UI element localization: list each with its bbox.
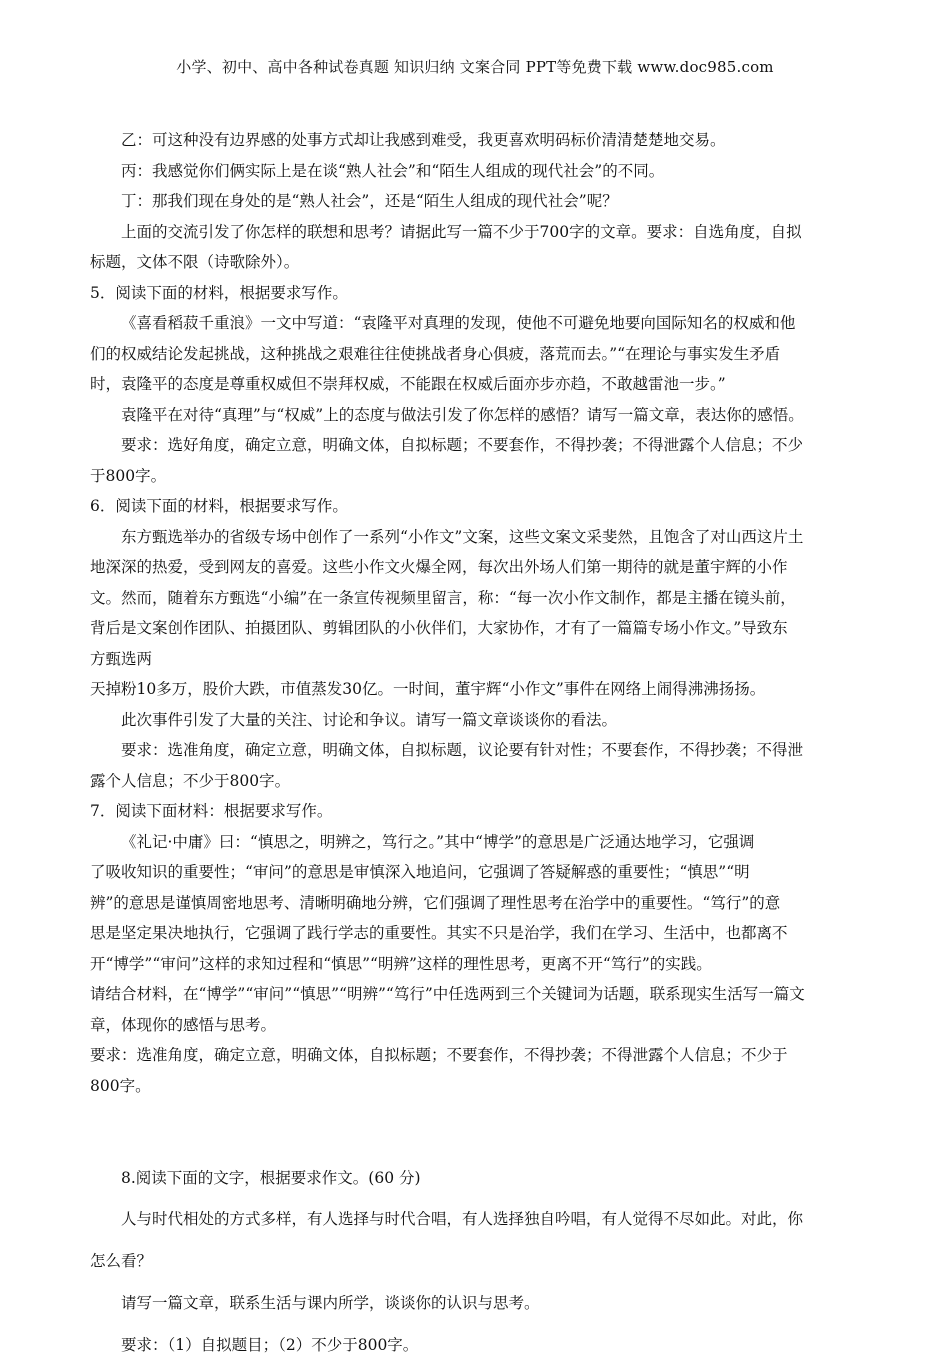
requirements-text: 露个人信息；不少于800字。: [90, 771, 291, 790]
question-7-section: [90, 796, 862, 1101]
question-7-heading: 7．阅读下面材料：根据要求写作。: [90, 802, 333, 820]
material-text: 文。然而，随着东方甄选“小编”在一条宣传视频里留言，称：“每一次小作文制作，都是主播在镜头前，: [90, 588, 796, 607]
material-text: 思是坚定果决地执行，它强调了践行学志的重要性。其实不只是治学，我们在学习、生活中，也都离不: [90, 924, 788, 942]
material-text: 《喜看稻菽千重浪》一文中写道：“袁隆平对真理的发现，使他不可避免地要向国际知名的权威和他: [121, 314, 796, 332]
prompt-text: 请结合材料，在“博学”“审问”“慎思”“明辨”“笃行”中任选两到三个关键词为话题，联系现实生活写一篇文: [90, 985, 805, 1003]
material-text: 怎么看？: [90, 1252, 153, 1270]
question-8-section: [90, 1159, 862, 1366]
requirements-text: 要求：选准角度，确定立意，明确文体，自拟标题；不要套作，不得抄袭；不得泄露个人信息；不少于: [90, 1046, 788, 1064]
material-text: 开“博学”“审问”这样的求知过程和“慎思”“明辨”这样的理性思考，更离不开“笃行”的实践。: [90, 954, 712, 973]
question-8-heading: 8.阅读下面的文字，根据要求作文。(60 分): [121, 1169, 421, 1187]
material-text: 们的权威结论发起挑战，这种挑战之艰难往往使挑战者身心俱疲，落荒而去。”“在理论与事实发生矛盾: [90, 344, 781, 363]
question-6-section: [90, 491, 862, 796]
material-text: 《礼记·中庸》曰：“慎思之，明辨之，笃行之。”其中“博学”的意思是广泛通达地学习，它强调: [121, 832, 755, 851]
question-5-section: [90, 278, 862, 492]
prompt-text: 上面的交流引发了你怎样的联想和思考？请据此写一篇不少于700字的文章。要求：自选角度，自拟: [121, 222, 802, 241]
requirements-text: 要求：选准角度，确定立意，明确文体，自拟标题，议论要有针对性；不要套作，不得抄袭；不得泄: [121, 741, 804, 759]
material-text: 东方甄选举办的省级专场中创作了一系列“小作文”文案，这些文案文采斐然，且饱含了对山西这片土: [121, 527, 804, 546]
prompt-text: 章，体现你的感悟与思考。: [90, 1015, 277, 1034]
material-text: 天掉粉10多万，股价大跌，市值蒸发30亿。一时间，董宇辉“小作文”事件在网络上闹得沸沸扬扬。: [90, 680, 766, 698]
prompt-text: 此次事件引发了大量的关注、讨论和争议。请写一篇文章谈谈你的看法。: [121, 710, 618, 729]
material-text: 了吸收知识的重要性；“审问”的意思是审慎深入地追问，它强调了答疑解惑的重要性；“慎思”“明: [90, 863, 750, 881]
prompt-text: 标题，文体不限（诗歌除外）。: [90, 253, 300, 271]
prompt-text: 请写一篇文章，联系生活与课内所学，谈谈你的认识与思考。: [121, 1294, 540, 1312]
dialogue-line-ding: 丁：那我们现在身处的是“熟人社会”，还是“陌生人组成的现代社会”呢？: [121, 192, 618, 210]
material-text: 时，袁隆平的态度是尊重权威但不崇拜权威，不能跟在权威后面亦步亦趋，不敢越雷池一步。”: [90, 375, 726, 393]
question-4-section: [90, 125, 862, 278]
dialogue-line-yi: 乙：可这种没有边界感的处事方式却让我感到难受，我更喜欢明码标价清清楚楚地交易。: [121, 131, 726, 149]
dialogue-line-bing: 丙：我感觉你们俩实际上是在谈“熟人社会”和“陌生人组成的现代社会”的不同。: [121, 161, 665, 180]
document-body: [90, 125, 862, 1366]
prompt-text: 袁隆平在对待“真理”与“权威”上的态度与做法引发了你怎样的感悟？请写一篇文章，表达你的感悟。: [121, 405, 804, 424]
question-6-heading: 6．阅读下面的材料，根据要求写作。: [90, 497, 348, 515]
requirements-text: 要求：选好角度，确定立意，明确文体，自拟标题；不要套作，不得抄袭；不得泄露个人信息；不少: [121, 436, 804, 454]
requirements-text: 800字。: [90, 1076, 151, 1095]
section-spacer: [90, 1101, 862, 1159]
page-header-banner: 小学、初中、高中各种试卷真题 知识归纳 文案合同 PPT等免费下载 www.doc985.com: [176, 58, 774, 76]
material-text: 辨”的意思是谨慎周密地思考、清晰明确地分辨，它们强调了理性思考在治学中的重要性。“笃行”的意: [90, 893, 781, 912]
requirements-text: 要求：（1）自拟题目；（2）不少于800字。: [121, 1336, 419, 1354]
requirements-text: 于800字。: [90, 466, 167, 485]
material-text: 方甄选两: [90, 649, 153, 668]
question-5-heading: 5．阅读下面的材料，根据要求写作。: [90, 283, 348, 302]
material-text: 地深深的热爱，受到网友的喜爱。这些小作文火爆全网，每次出外场人们第一期待的就是董宇辉的小作: [90, 558, 788, 576]
material-text: 背后是文案创作团队、拍摄团队、剪辑团队的小伙伴们，大家协作，才有了一篇篇专场小作文。”导致东: [90, 619, 788, 637]
material-text: 人与时代相处的方式多样，有人选择与时代合唱，有人选择独自吟唱，有人觉得不尽如此。对此，你: [121, 1210, 804, 1228]
